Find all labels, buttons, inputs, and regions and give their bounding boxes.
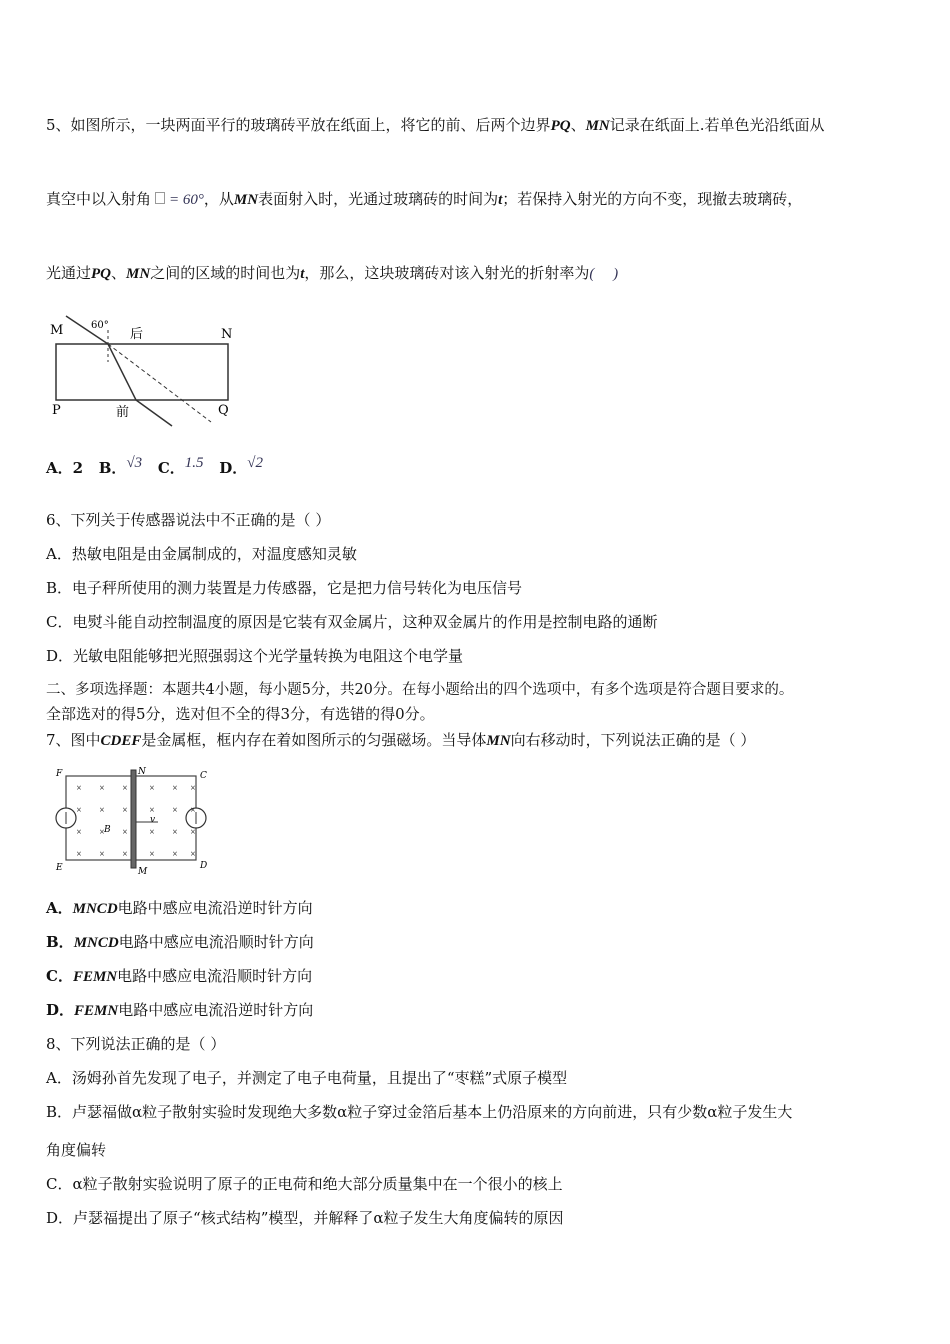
- text: ，从: [203, 190, 234, 208]
- text: 7、图中: [46, 731, 101, 749]
- text: 电路中感应电流沿顺时针方向: [118, 933, 314, 951]
- field-mark: ×: [122, 784, 128, 792]
- text: 记录在纸面上.若单色光沿纸面从: [609, 116, 825, 134]
- text: t: [300, 266, 305, 282]
- q6-option-b: B．电子秤所使用的测力装置是力传感器，它是把力信号转化为电压信号: [46, 579, 523, 597]
- field-mark: ×: [172, 806, 178, 814]
- field-mark: ×: [99, 850, 105, 858]
- text: 是金属框，框内存在着如图所示的匀强磁场。当导体: [141, 731, 487, 749]
- option-a: A．2: [46, 459, 84, 477]
- field-mark: ×: [149, 828, 155, 836]
- answer-paren: ( ): [589, 266, 619, 282]
- label-n: N: [138, 767, 146, 777]
- q8-option-a: A．汤姆孙首先发现了电子，并测定了电子电荷量，且提出了“枣糕”式原子模型: [46, 1069, 568, 1087]
- q6-option-c: C．电熨斗能自动控制温度的原因是它装有双金属片，这种双金属片的作用是控制电路的通断: [46, 613, 658, 631]
- field-mark: ×: [149, 806, 155, 814]
- label-f: F: [56, 769, 63, 779]
- text: 电路中感应电流沿顺时针方向: [117, 967, 313, 985]
- text: t: [498, 192, 503, 208]
- section-scoring: 全部选对的得5分，选对但不全的得3分，有选错的得0分。: [46, 705, 435, 723]
- text: 、: [570, 116, 586, 134]
- angle-formula: = 60°: [169, 192, 204, 208]
- field-mark: ×: [76, 784, 82, 792]
- label: C．: [46, 967, 73, 985]
- field-mark: ×: [122, 850, 128, 858]
- field-mark: ×: [172, 828, 178, 836]
- label: A．: [46, 899, 73, 917]
- q8-stem: 8、下列说法正确的是（ ）: [46, 1035, 226, 1053]
- text: 电路中感应电流沿逆时针方向: [118, 1001, 314, 1019]
- field-mark: ×: [172, 850, 178, 858]
- field-mark: ×: [122, 828, 128, 836]
- field-mark: ×: [190, 806, 196, 814]
- field-mark: ×: [76, 828, 82, 836]
- text: FEMN: [74, 1003, 119, 1019]
- field-mark: ×: [149, 784, 155, 792]
- label-v: v: [150, 815, 156, 825]
- field-mark: ×: [190, 828, 196, 836]
- q7-option-c: [46, 966, 312, 987]
- section-heading: 二、多项选择题：本题共4小题，每小题5分，共20分。在每小题给出的四个选项中，有多个选项是符合题目要求的。: [46, 682, 794, 698]
- q7-option-d: [46, 1000, 313, 1021]
- label-p: P: [52, 403, 61, 418]
- q6-option-d: D．光敏电阻能够把光照强弱这个光学量转换为电阻这个电学量: [46, 647, 464, 665]
- text: MN: [486, 733, 511, 749]
- field-mark: ×: [172, 784, 178, 792]
- field-mark: ×: [76, 850, 82, 858]
- text: PQ: [550, 118, 571, 134]
- label-angle: 60°: [91, 320, 109, 331]
- text: MNCD: [73, 935, 119, 951]
- text: MN: [126, 266, 151, 282]
- q7-option-b: [46, 932, 314, 953]
- q5-options: [46, 453, 263, 478]
- text: 真空中以入射角: [46, 190, 152, 208]
- text: 电路中感应电流沿逆时针方向: [117, 899, 313, 917]
- label-m: M: [50, 323, 64, 338]
- text: 5、如图所示，一块两面平行的玻璃砖平放在纸面上，将它的前、后两个边界: [46, 116, 551, 134]
- field-mark: ×: [99, 828, 105, 836]
- label-front: 前: [116, 405, 130, 420]
- text: CDEF: [100, 733, 142, 749]
- option-b-value: √3: [126, 455, 143, 471]
- q8-option-b: B．卢瑟福做α粒子散射实验时发现绝大多数α粒子穿过金箔后基本上仍沿原来的方向前进，只有少数α粒子发生大: [46, 1103, 793, 1121]
- field-mark: ×: [190, 850, 196, 858]
- glass-brick-figure: [46, 312, 246, 432]
- field-mark: ×: [190, 784, 196, 792]
- label-m: M: [138, 867, 148, 876]
- label-back: 后: [130, 327, 144, 342]
- label-e: E: [56, 863, 63, 873]
- q7-option-a: [46, 898, 313, 919]
- text: MN: [585, 118, 610, 134]
- field-mark: ×: [99, 806, 105, 814]
- option-d-value: √2: [247, 455, 263, 471]
- label: D．: [46, 1001, 75, 1019]
- text: 光通过: [46, 264, 92, 282]
- q7-stem: [46, 730, 755, 751]
- q8-option-c: C．α粒子散射实验说明了原子的正电荷和绝大部分质量集中在一个很小的核上: [46, 1175, 563, 1193]
- option-b: B．: [98, 459, 127, 477]
- option-d: D．: [219, 459, 248, 477]
- field-mark: ×: [122, 806, 128, 814]
- label-d: D: [200, 861, 208, 871]
- text: PQ: [91, 266, 112, 282]
- text: MN: [233, 192, 259, 208]
- option-c: C．: [157, 459, 185, 477]
- label-n: N: [221, 327, 233, 342]
- q8-option-d: D．卢瑟福提出了原子“核式结构”模型，并解释了α粒子发生大角度偏转的原因: [46, 1209, 564, 1227]
- label-q: Q: [218, 403, 229, 418]
- label-c: C: [200, 771, 207, 781]
- text: ；若保持入射光的方向不变，现撤去玻璃砖，: [502, 190, 803, 208]
- field-mark: ×: [149, 850, 155, 858]
- q5-line2: [46, 189, 802, 210]
- q6-stem: 6、下列关于传感器说法中不正确的是（ ）: [46, 511, 331, 529]
- text: 、: [111, 264, 127, 282]
- q5-line3: [46, 263, 618, 284]
- option-c-value: 1.5: [184, 455, 204, 471]
- text: ，那么，这块玻璃砖对该入射光的折射率为: [304, 264, 590, 282]
- q8-option-b-cont: 角度偏转: [46, 1141, 107, 1159]
- label: B．: [46, 933, 74, 951]
- text: 向右移动时，下列说法正确的是（ ）: [510, 731, 756, 749]
- q6-option-a: A．热敏电阻是由金属制成的，对温度感知灵敏: [46, 545, 357, 563]
- text: MNCD: [72, 901, 118, 917]
- label-b: B: [104, 825, 111, 835]
- field-mark: ×: [76, 806, 82, 814]
- text: 之间的区域的时间也为: [150, 264, 301, 282]
- text: 表面射入时，光通过玻璃砖的时间为: [258, 190, 499, 208]
- field-mark: ×: [99, 784, 105, 792]
- magnetic-frame-figure: [54, 766, 224, 876]
- text: FEMN: [72, 969, 118, 985]
- q5-line1: [46, 115, 825, 136]
